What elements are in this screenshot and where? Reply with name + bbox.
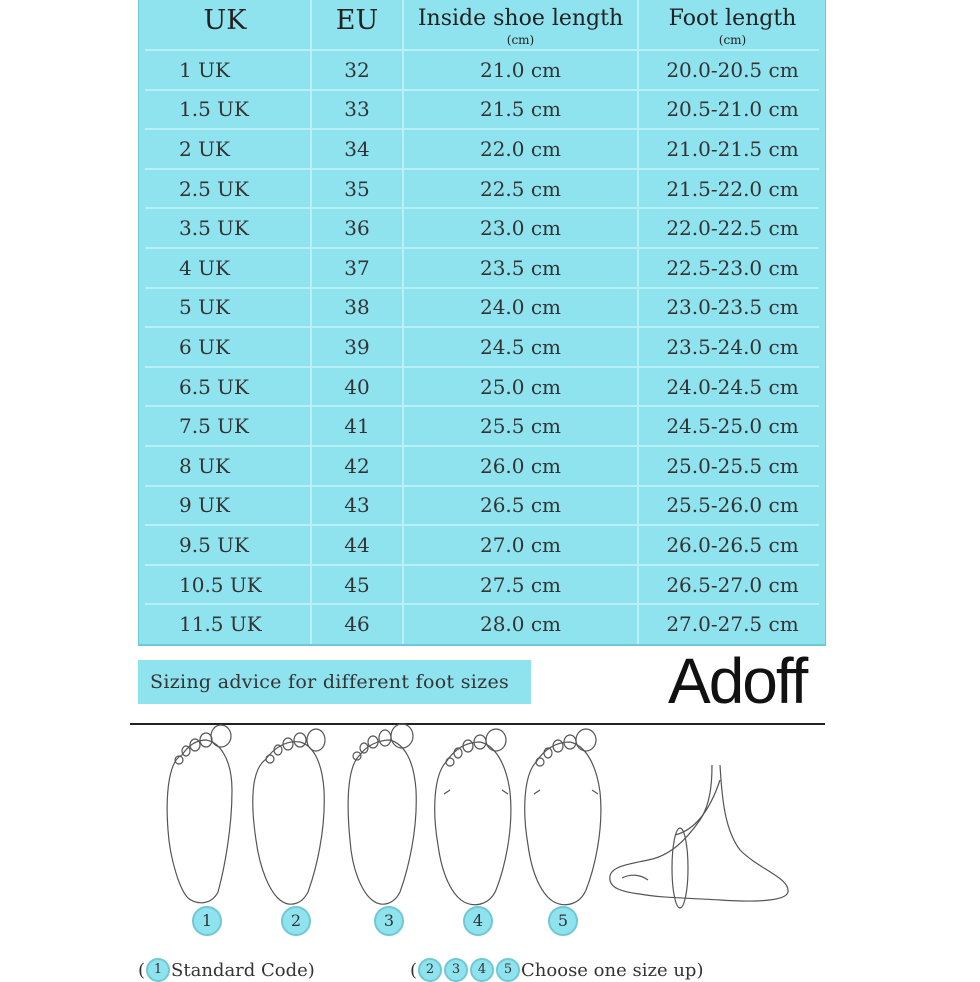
table-row	[139, 129, 825, 169]
table-row	[139, 446, 825, 486]
cell-uk: 2.5 UK	[179, 176, 249, 201]
cell-inside-length: 23.5 cm	[479, 255, 562, 280]
step-badge-1: 1	[192, 906, 222, 936]
cell-uk: 5 UK	[179, 295, 230, 320]
cell-eu: 45	[344, 572, 370, 597]
legend-size-up	[410, 958, 703, 982]
cell-uk: 7.5 UK	[179, 414, 249, 439]
foot-side-icon	[610, 765, 788, 908]
table-row	[139, 565, 825, 605]
cell-uk: 10.5 UK	[179, 572, 262, 597]
brand-logo: Adoff	[668, 645, 807, 717]
cell-inside-length: 25.5 cm	[479, 414, 562, 439]
row-divider	[145, 524, 819, 526]
row-divider	[145, 564, 819, 566]
row-divider	[145, 128, 819, 130]
cell-inside-length: 27.5 cm	[479, 572, 562, 597]
cell-uk: 11.5 UK	[179, 612, 262, 637]
legend-badge: 4	[470, 958, 494, 982]
cell-eu: 46	[344, 612, 370, 637]
foot-outline-icon	[253, 729, 325, 904]
row-divider	[145, 49, 819, 51]
row-divider	[145, 405, 819, 407]
cell-eu: 38	[344, 295, 370, 320]
cell-foot-length: 26.0-26.5 cm	[666, 532, 799, 557]
cell-foot-length: 27.0-27.5 cm	[666, 612, 799, 637]
row-divider	[145, 366, 819, 368]
step-badge-4: 4	[463, 906, 493, 936]
cell-foot-length: 25.5-26.0 cm	[666, 493, 799, 518]
row-divider	[145, 247, 819, 249]
row-divider	[145, 89, 819, 91]
legend-badge: 2	[418, 958, 442, 982]
cell-uk: 6.5 UK	[179, 374, 249, 399]
cell-inside-length: 26.0 cm	[479, 453, 562, 478]
foot-outline-icon	[348, 724, 416, 904]
foot-outline-icon	[167, 725, 232, 903]
header-foot-length	[638, 0, 827, 50]
cell-uk: 6 UK	[179, 334, 230, 359]
row-divider	[145, 168, 819, 170]
cell-uk: 1 UK	[179, 57, 230, 82]
table-row	[139, 367, 825, 407]
cell-inside-length: 22.0 cm	[479, 136, 562, 161]
legend-paren: (	[138, 959, 146, 981]
foot-outline-icon	[525, 729, 601, 905]
header-inside-shoe-length	[403, 0, 638, 50]
cell-inside-length: 24.0 cm	[479, 295, 562, 320]
table-row	[139, 288, 825, 328]
cell-foot-length: 24.5-25.0 cm	[666, 414, 799, 439]
cell-inside-length: 23.0 cm	[479, 216, 562, 241]
cell-inside-length: 26.5 cm	[479, 493, 562, 518]
cell-eu: 36	[344, 216, 370, 241]
cell-foot-length: 22.0-22.5 cm	[666, 216, 799, 241]
table-row	[139, 50, 825, 90]
cell-foot-length: 25.0-25.5 cm	[666, 453, 799, 478]
header-foot-unit: (cm)	[718, 33, 747, 47]
cell-inside-length: 22.5 cm	[479, 176, 562, 201]
cell-eu: 37	[344, 255, 370, 280]
cell-inside-length: 21.0 cm	[479, 57, 562, 82]
row-divider	[145, 445, 819, 447]
table-row	[139, 208, 825, 248]
header-inside-label: Inside shoe length	[417, 6, 624, 31]
cell-inside-length: 25.0 cm	[479, 374, 562, 399]
cell-eu: 41	[344, 414, 370, 439]
legend-badge: 1	[146, 958, 170, 982]
table-row	[139, 406, 825, 446]
cell-inside-length: 28.0 cm	[479, 612, 562, 637]
cell-eu: 43	[344, 493, 370, 518]
legend-badge: 5	[496, 958, 520, 982]
cell-eu: 42	[344, 453, 370, 478]
table-row	[139, 327, 825, 367]
step-badge-3: 3	[374, 906, 404, 936]
foot-outline-icon	[435, 729, 511, 905]
cell-eu: 39	[344, 334, 370, 359]
cell-uk: 8 UK	[179, 453, 230, 478]
table-row	[139, 90, 825, 130]
table-header	[139, 0, 825, 50]
cell-foot-length: 22.5-23.0 cm	[666, 255, 799, 280]
header-foot-label: Foot length	[668, 6, 797, 31]
table-row	[139, 486, 825, 526]
row-divider	[145, 485, 819, 487]
sizing-advice-banner: Sizing advice for different foot sizes	[138, 660, 531, 704]
cell-uk: 9 UK	[179, 493, 230, 518]
table-row	[139, 604, 825, 644]
cell-eu: 40	[344, 374, 370, 399]
cell-foot-length: 21.0-21.5 cm	[666, 136, 799, 161]
cell-foot-length: 26.5-27.0 cm	[666, 572, 799, 597]
header-eu: EU	[335, 5, 379, 36]
legend-size-up-text: Choose one size up)	[521, 959, 704, 981]
cell-eu: 35	[344, 176, 370, 201]
cell-uk: 9.5 UK	[179, 532, 249, 557]
cell-uk: 1.5 UK	[179, 97, 249, 122]
cell-eu: 33	[344, 97, 370, 122]
row-divider	[145, 326, 819, 328]
cell-uk: 4 UK	[179, 255, 230, 280]
foot-illustrations	[140, 720, 840, 950]
table-row	[139, 169, 825, 209]
row-divider	[145, 287, 819, 289]
cell-foot-length: 23.0-23.5 cm	[666, 295, 799, 320]
cell-foot-length: 20.0-20.5 cm	[666, 57, 799, 82]
cell-inside-length: 24.5 cm	[479, 334, 562, 359]
cell-foot-length: 23.5-24.0 cm	[666, 334, 799, 359]
table-row	[139, 248, 825, 288]
cell-foot-length: 21.5-22.0 cm	[666, 176, 799, 201]
cell-eu: 44	[344, 532, 370, 557]
cell-uk: 2 UK	[179, 136, 230, 161]
header-uk: UK	[203, 5, 247, 36]
size-table	[138, 0, 826, 646]
legend-standard	[138, 958, 315, 982]
cell-eu: 32	[344, 57, 370, 82]
legend-standard-text: Standard Code)	[171, 959, 315, 981]
row-divider	[145, 207, 819, 209]
table-row	[139, 525, 825, 565]
cell-inside-length: 27.0 cm	[479, 532, 562, 557]
cell-eu: 34	[344, 136, 370, 161]
legend-paren: (	[410, 959, 418, 981]
step-badge-2: 2	[281, 906, 311, 936]
cell-uk: 3.5 UK	[179, 216, 249, 241]
cell-foot-length: 24.0-24.5 cm	[666, 374, 799, 399]
row-divider	[145, 603, 819, 605]
cell-foot-length: 20.5-21.0 cm	[666, 97, 799, 122]
header-inside-unit: (cm)	[506, 33, 535, 47]
legend-badge: 3	[444, 958, 468, 982]
cell-inside-length: 21.5 cm	[479, 97, 562, 122]
step-badge-5: 5	[548, 906, 578, 936]
